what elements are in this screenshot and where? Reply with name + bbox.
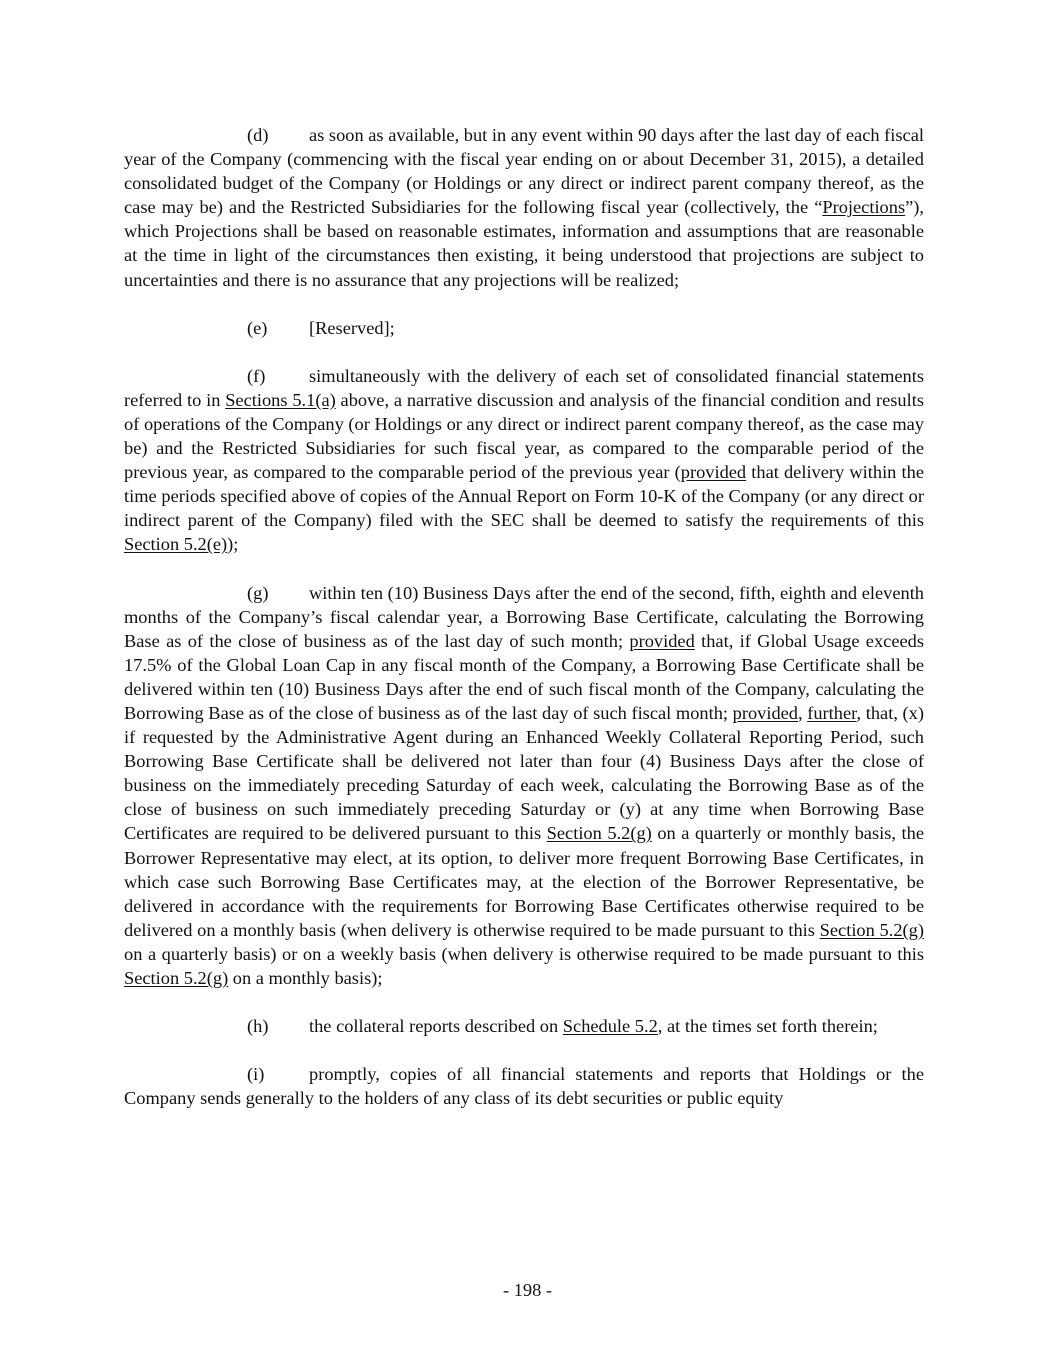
- paragraph-label: (h): [247, 1016, 269, 1037]
- paragraph: [124, 316, 924, 340]
- paragraph-label: (d): [247, 125, 269, 145]
- paragraph-text: as soon as available, but in any event within 90 days after the last day of each fiscal year of the Company (commencing with the fiscal year ending on or about December 31, 2015), a detailed consolidated budget of the Company (or Holdings or any direct or indirect parent company thereof, as the case may be) and the Restricted Subsidiaries for the following fiscal year (collectively, the “: [124, 125, 924, 218]
- underlined-term: further: [807, 702, 857, 723]
- paragraph-text: that, if Global Usage exceeds 17.5% of the Global Loan Cap in any fiscal month of the Company, a Borrowing Base Certificate shall be delivered within ten (10) Business Days after the end of such fiscal month of the Company, calculating the Borrowing Base as of the close of business as of the last day of such fiscal month;: [124, 630, 925, 723]
- document-body: [124, 123, 924, 1134]
- underlined-term: provided: [732, 702, 798, 723]
- paragraph: [124, 1014, 924, 1038]
- paragraph-text: on a quarterly basis) or on a weekly basis (when delivery is otherwise required to be made pursuant to this: [124, 943, 924, 964]
- paragraph-text: on a monthly basis);: [228, 968, 383, 988]
- paragraph: [124, 364, 924, 557]
- underlined-term: Schedule 5.2: [562, 1016, 658, 1037]
- paragraph-label: (g): [247, 582, 269, 603]
- underlined-term: Section 5.2(g): [819, 919, 924, 940]
- paragraph: [124, 581, 924, 991]
- paragraph-text: promptly, copies of all financial statements and reports that Holdings or the Company sends generally to the holders of any class of its debt securities or public equity: [124, 1064, 924, 1109]
- underlined-term: Sections 5.1(a): [225, 389, 336, 410]
- paragraph-text: , at the times set forth therein;: [657, 1016, 878, 1037]
- paragraph: [124, 1062, 924, 1110]
- paragraph-text: the collateral reports described on: [309, 1016, 563, 1037]
- paragraph-text: , that, (x) if requested by the Administrative Agent during an Enhanced Weekly Collateral Reporting Period, such Borrowing Base Certificate shall be delivered not later than four (4) Business Days after the close of business on the immediately preceding Saturday of each week, calculating the Borrowing Base as of the close of business on such immediately preceding Saturday or (y) at any time when Borrowing Base Certificates are required to be delivered pursuant to this: [124, 702, 924, 844]
- paragraph-label: (f): [247, 365, 266, 386]
- underlined-term: provided: [680, 462, 747, 483]
- paragraph-text: above, a narrative discussion and analysis of the financial condition and results of operations of the Company (or Holdings or any direct or indirect parent company thereof, as the case may be) and the Restricted Subsidiaries for such fiscal year, as compared to the comparable period of the previous year, as compared to the comparable period of the previous year (: [124, 389, 924, 483]
- paragraph-label: (e): [247, 317, 268, 338]
- underlined-term: Section 5.2(g): [124, 968, 229, 988]
- underlined-term: Section 5.2(e): [124, 534, 228, 555]
- paragraph-text: simultaneously with the delivery of each set of consolidated financial statements referred to in: [124, 365, 924, 410]
- paragraph-label: (i): [247, 1064, 265, 1085]
- paragraph-text: [Reserved];: [309, 317, 395, 338]
- paragraph-text: );: [227, 534, 239, 555]
- paragraph: [124, 123, 924, 292]
- page-number: - 198 -: [502, 1280, 553, 1300]
- underlined-term: provided: [629, 630, 695, 651]
- paragraph-text: ”), which Projections shall be based on reasonable estimates, information and assumptions that are reasonable at the time in light of the circumstances then existing, it being understood that projections are subject to uncertainties and there is no assurance that any projections will be realized;: [124, 197, 924, 290]
- underlined-term: Section 5.2(g): [546, 823, 652, 844]
- paragraph-text: ,: [798, 702, 808, 723]
- underlined-term: Projections: [822, 197, 906, 218]
- paragraph-text: on a quarterly or monthly basis, the Borrower Representative may elect, at its option, to deliver more frequent Borrowing Base Certificates, in which case such Borrowing Base Certificates may, at the election of the Borrower Representative, be delivered in accordance with the requirements for Borrowing Base Certificates otherwise required to be delivered on a monthly basis (when delivery is otherwise required to be made pursuant to this: [124, 823, 924, 940]
- paragraph-text: within ten (10) Business Days after the end of the second, fifth, eighth and eleventh months of the Company’s fiscal calendar year, a Borrowing Base Certificate, calculating the Borrowing Base as of the close of business as of the last day of such month;: [124, 582, 924, 651]
- paragraph-text: that delivery within the time periods specified above of copies of the Annual Report on Form 10-K of the Company (or any direct or indirect parent of the Company) filed with the SEC shall be deemed to satisfy the requirements of this: [124, 462, 924, 531]
